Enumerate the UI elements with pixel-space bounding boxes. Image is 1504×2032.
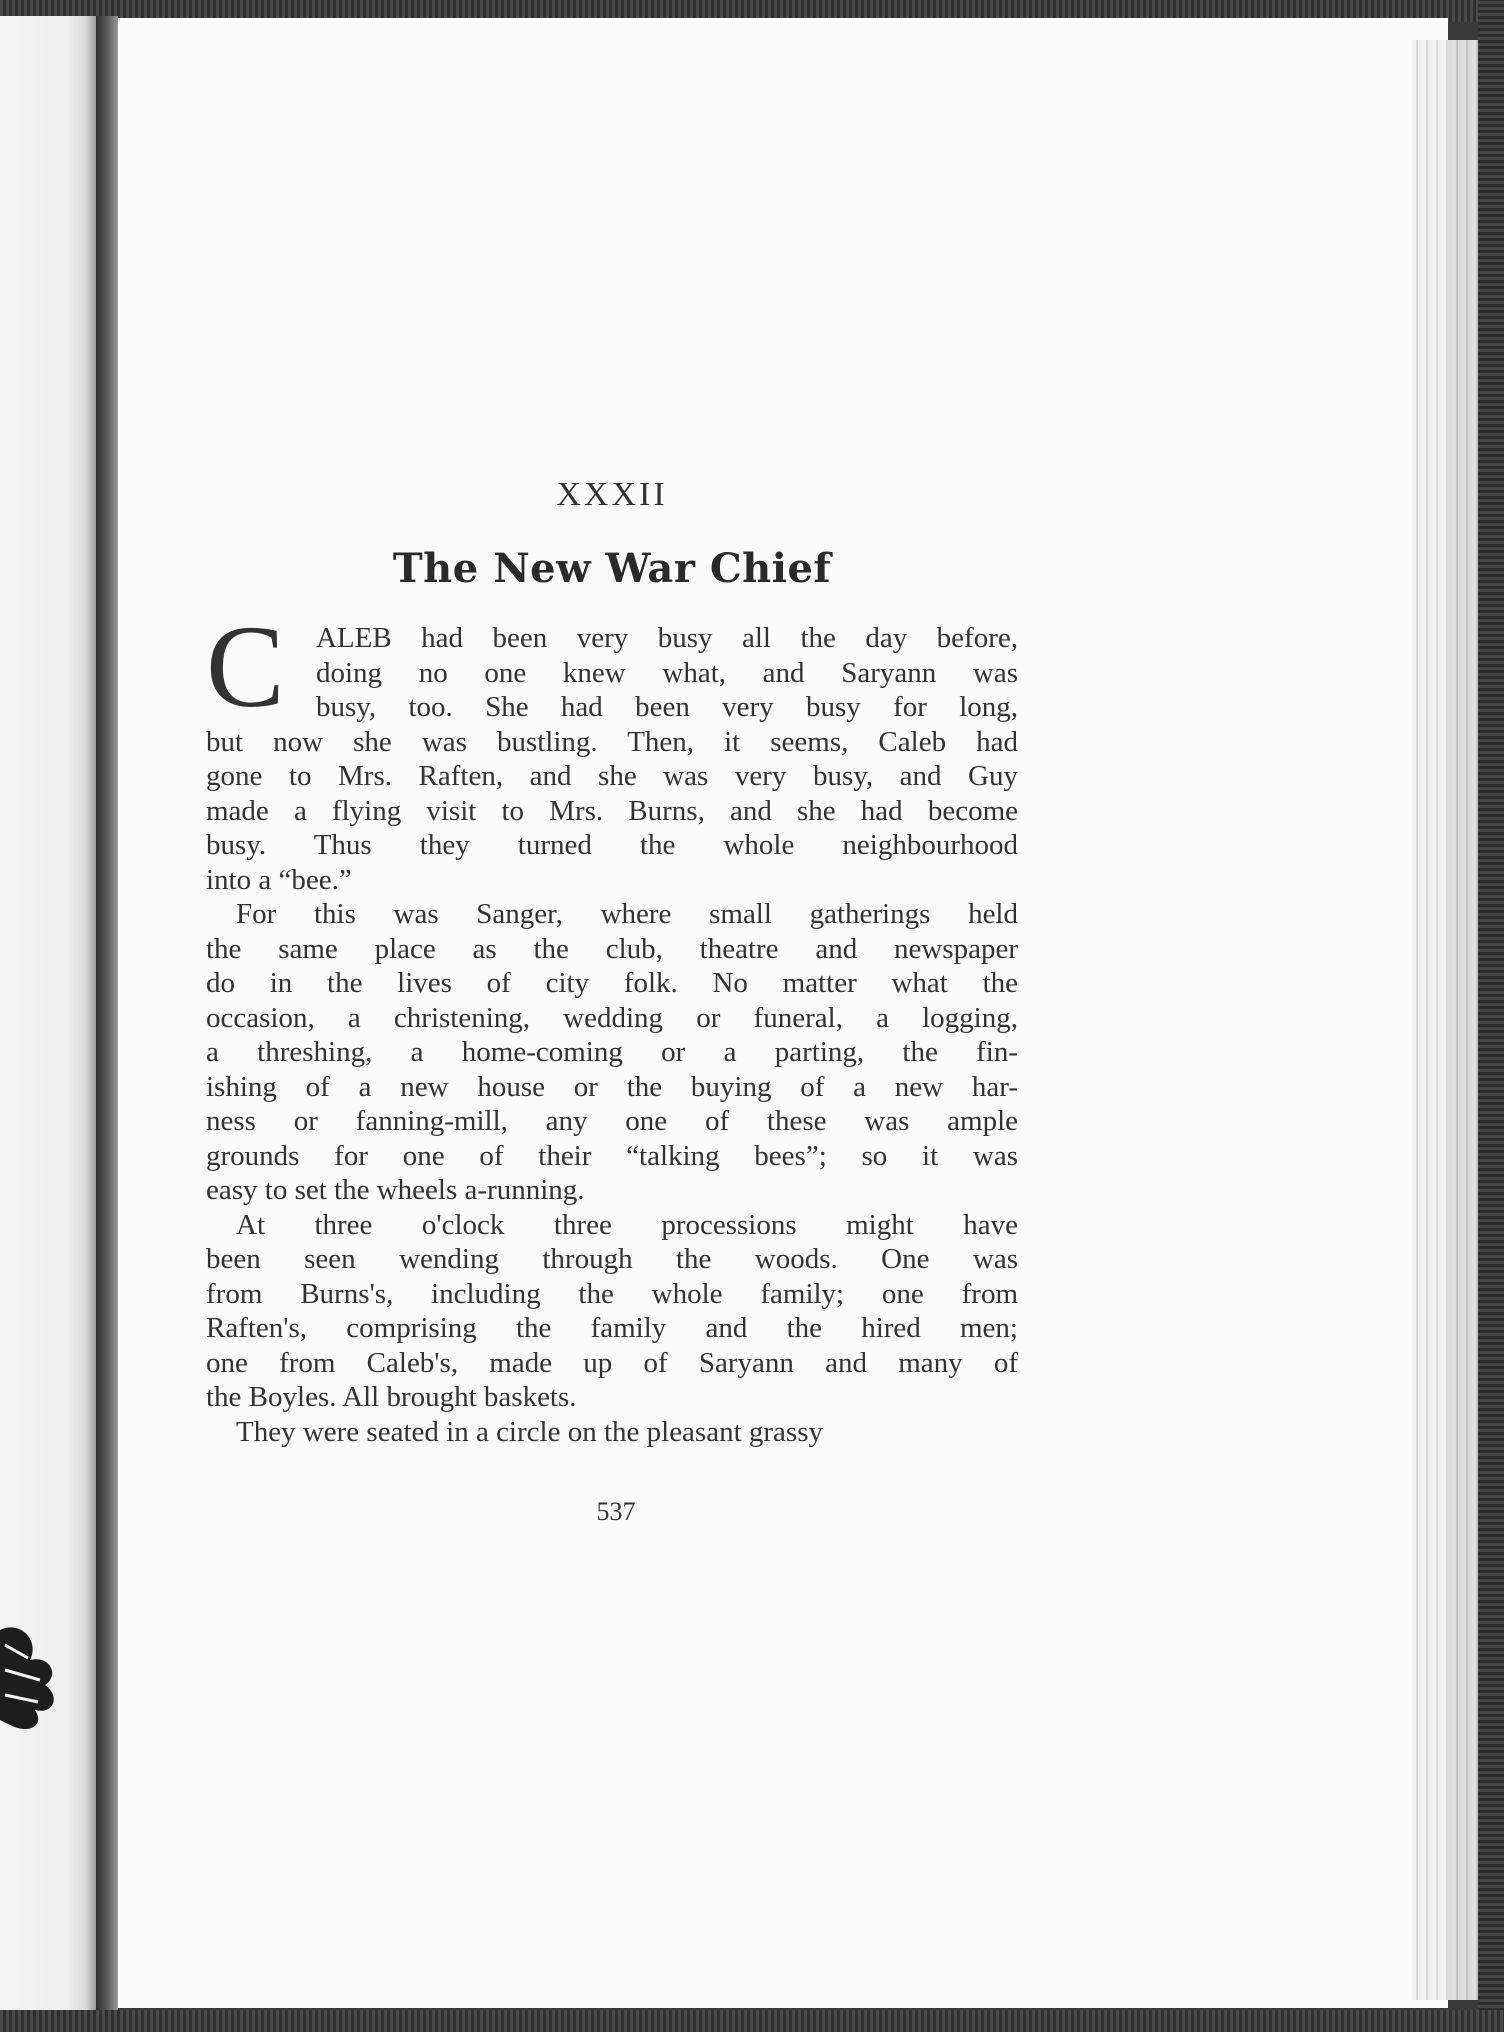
drop-cap: C — [206, 601, 285, 732]
page-stack-edge — [1412, 40, 1478, 2000]
text-line: the Boyles. All brought baskets. — [206, 1381, 577, 1413]
page-number: 537 — [596, 1497, 636, 1526]
text-line: busy. Thus they turned the whole neighbourhood — [206, 829, 1018, 861]
chapter-number: XXXII — [556, 476, 668, 513]
text-line: gone to Mrs. Raften, and she was very busy, and Guy — [206, 760, 1018, 792]
text-line: ness or fanning-mill, any one of these was ample — [206, 1105, 1018, 1137]
chapter-title: The New War Chief — [392, 545, 832, 592]
paragraph-2 — [206, 897, 1018, 1208]
text-line: one from Caleb's, made up of Saryann and many of — [206, 1346, 1018, 1379]
book-cover-bottom-edge — [0, 2010, 1504, 2032]
text-line: made a flying visit to Mrs. Burns, and she had become — [206, 794, 1018, 827]
text-line: busy, too. She had been very busy for long, — [316, 691, 1018, 723]
text-line: occasion, a christening, wedding or funeral, a logging, — [206, 1001, 1018, 1034]
text-line: doing no one knew what, and Saryann was — [316, 656, 1018, 689]
text-line: For this was Sanger, where small gatherings held — [236, 898, 1018, 930]
paragraph-3 — [206, 1208, 1018, 1415]
text-line: They were seated in a circle on the pleasant grassy — [236, 1415, 823, 1448]
text-line: do in the lives of city folk. No matter what the — [206, 967, 1018, 999]
paragraph-4 — [206, 1415, 1018, 1450]
text-line: into a “bee.” — [206, 863, 352, 896]
book-gutter — [96, 16, 118, 2012]
text-line: been seen wending through the woods. One was — [206, 1243, 1018, 1275]
text-line: At three o'clock three processions might have — [236, 1208, 1018, 1241]
bird-wing-illustration — [0, 1600, 72, 1740]
text-line: from Burns's, including the whole family; one from — [206, 1277, 1018, 1310]
text-line: the same place as the club, theatre and newspaper — [206, 932, 1018, 965]
text-line: but now she was bustling. Then, it seems, Caleb had — [206, 725, 1018, 758]
text-line: Raften's, comprising the family and the hired men; — [206, 1312, 1018, 1344]
text-line: ALEB had been very busy all the day before, — [316, 622, 1018, 654]
text-line: ishing of a new house or the buying of a new har- — [206, 1070, 1018, 1103]
text-line: grounds for one of their “talking bees”; so it was — [206, 1139, 1018, 1172]
text-line: a threshing, a home-coming or a parting, the fin- — [206, 1036, 1018, 1068]
text-line: easy to set the wheels a-running. — [206, 1174, 585, 1206]
paragraph-1 — [206, 601, 1018, 897]
page-text-block — [206, 475, 1018, 1449]
book-cover-right-edge — [1478, 0, 1504, 2032]
